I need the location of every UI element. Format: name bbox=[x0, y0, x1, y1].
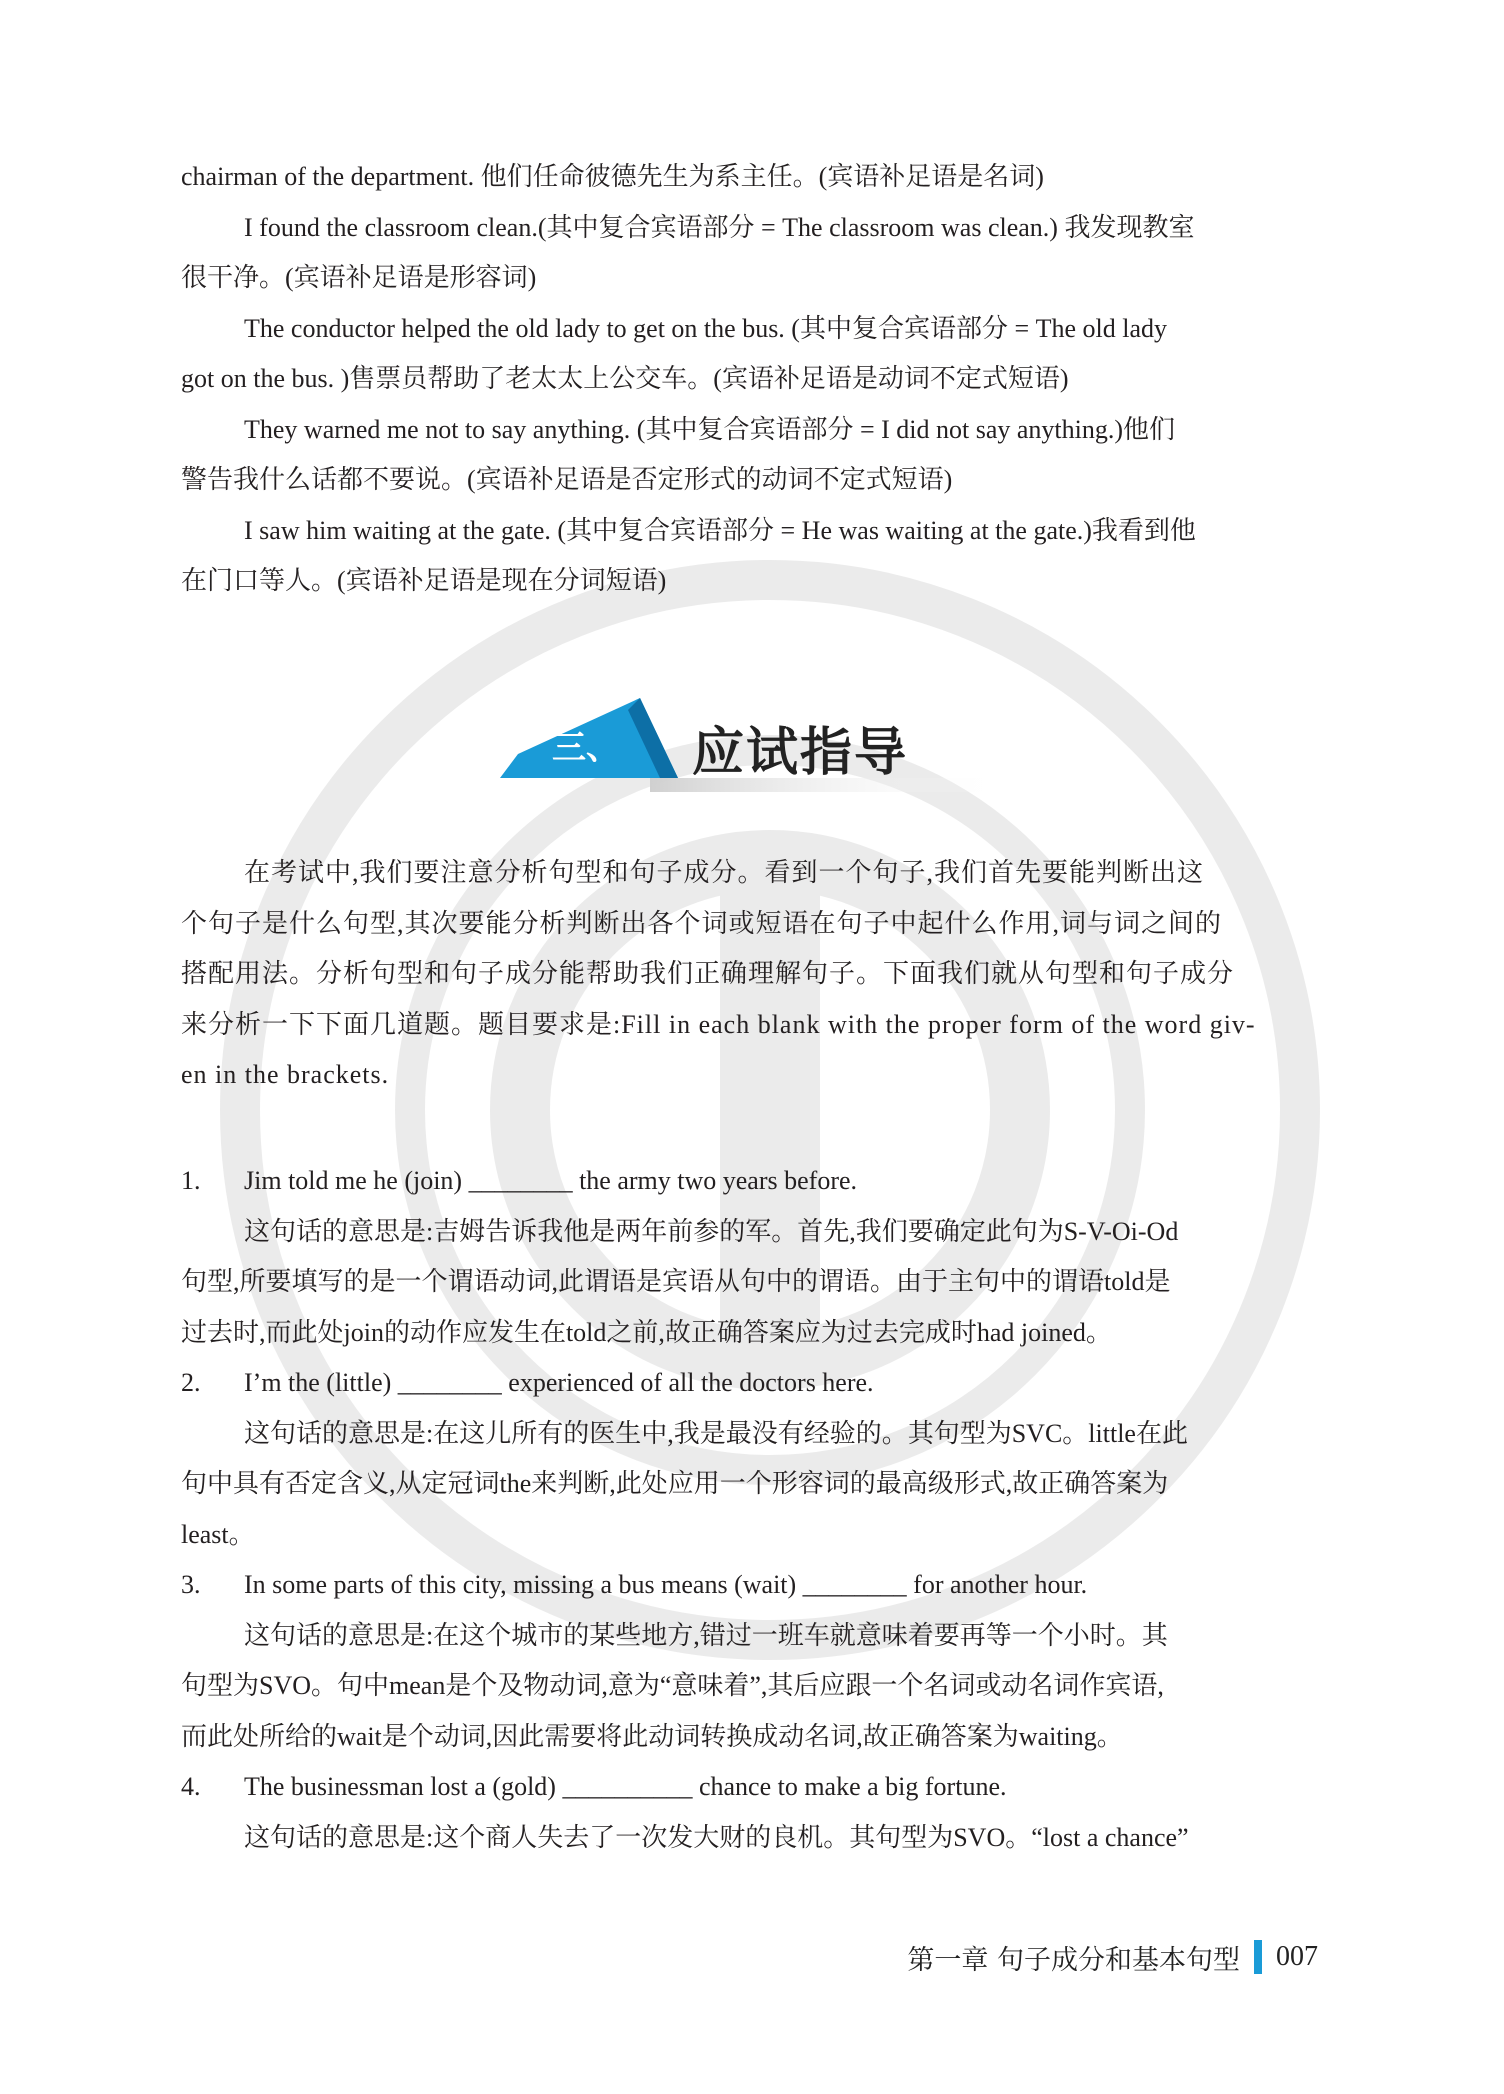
chapter-title: 第一章 句子成分和基本句型 bbox=[907, 1944, 1240, 1976]
text-line: I found the classroom clean.(其中复合宾语部分 = The classroom was clean.) 我发现教室 bbox=[244, 212, 1195, 242]
text-line: en in the brackets. bbox=[181, 1060, 390, 1089]
text-line: 在考试中,我们要注意分析句型和句子成分。看到一个句子,我们首先要能判断出这 bbox=[244, 858, 1205, 887]
question-line: 4. The businessman lost a (gold) __________ chance to make a big fortune. bbox=[181, 1772, 1007, 1801]
question-line: 2. I’m the (little) ________ experienced of all the doctors here. bbox=[181, 1368, 874, 1397]
text-line: 个句子是什么句型,其次要能分析判断出各个词或短语在句子中起什么作用,词与词之间的 bbox=[181, 908, 1223, 938]
text-line: chairman of the department. 他们任命彼德先生为系主任。(宾语补足语是名词) bbox=[181, 162, 1044, 191]
text-line: got on the bus. )售票员帮助了老太太上公交车。(宾语补足语是动词不定式短语) bbox=[181, 364, 1069, 393]
text-line: 来分析一下下面几道题。题目要求是:Fill in each blank with the proper form of the word giv- bbox=[181, 1009, 1256, 1039]
text-line: 在门口等人。(宾语补足语是现在分词短语) bbox=[181, 566, 667, 595]
page-footer bbox=[907, 1937, 1318, 1977]
explanation-line: 句型为SVO。句中mean是个及物动词,意为“意味着”,其后应跟一个名词或动名词作宾语, bbox=[181, 1671, 1164, 1700]
top-section bbox=[181, 152, 1319, 607]
explanation-line: 句中具有否定含义,从定冠词the来判断,此处应用一个形容词的最高级形式,故正确答案为 bbox=[181, 1469, 1169, 1498]
text-line: 很干净。(宾语补足语是形容词) bbox=[181, 263, 537, 292]
section-number: 三、 bbox=[552, 728, 620, 768]
footer-bar-icon bbox=[1254, 1940, 1262, 1974]
section-title: 应试指导 bbox=[692, 723, 909, 783]
text-line: The conductor helped the old lady to get on the bus. (其中复合宾语部分 = The old lady bbox=[244, 313, 1168, 343]
question-line: 3. In some parts of this city, missing a bus means (wait) ________ for another hour. bbox=[181, 1570, 1088, 1599]
explanation-line: 这句话的意思是:这个商人失去了一次发大财的良机。其句型为SVO。“lost a chance” bbox=[244, 1822, 1189, 1852]
text-line: I saw him waiting at the gate. (其中复合宾语部分 = He was waiting at the gate.)我看到他 bbox=[244, 515, 1196, 545]
text-line: 搭配用法。分析句型和句子成分能帮助我们正确理解句子。下面我们就从句型和句子成分 bbox=[181, 959, 1235, 988]
section-heading bbox=[500, 696, 1020, 806]
explanation-line: 这句话的意思是:吉姆告诉我他是两年前参的军。首先,我们要确定此句为S-V-Oi-Od bbox=[244, 1216, 1179, 1246]
explanation-line: 而此处所给的wait是个动词,因此需要将此动词转换成动名词,故正确答案为waiting。 bbox=[181, 1721, 1123, 1751]
page-number: 007 bbox=[1276, 1941, 1318, 1972]
questions-list bbox=[181, 1156, 1319, 1863]
text-line: They warned me not to say anything. (其中复合宾语部分 = I did not say anything.)他们 bbox=[244, 414, 1176, 444]
text-line: 警告我什么话都不要说。(宾语补足语是否定形式的动词不定式短语) bbox=[181, 465, 953, 494]
explanation-line: least。 bbox=[181, 1519, 255, 1549]
explanation-line: 这句话的意思是:在这个城市的某些地方,错过一班车就意味着要再等一个小时。其 bbox=[244, 1620, 1168, 1650]
explanation-line: 句型,所要填写的是一个谓语动词,此谓语是宾语从句中的谓语。由于主句中的谓语told是 bbox=[181, 1267, 1171, 1296]
explanation-line: 过去时,而此处join的动作应发生在told之前,故正确答案应为过去完成时had joined。 bbox=[181, 1317, 1112, 1347]
explanation-line: 这句话的意思是:在这儿所有的医生中,我是最没有经验的。其句型为SVC。little在此 bbox=[244, 1418, 1188, 1448]
question-line: 1. Jim told me he (join) ________ the army two years before. bbox=[181, 1166, 858, 1195]
intro-paragraph bbox=[181, 848, 1319, 1101]
